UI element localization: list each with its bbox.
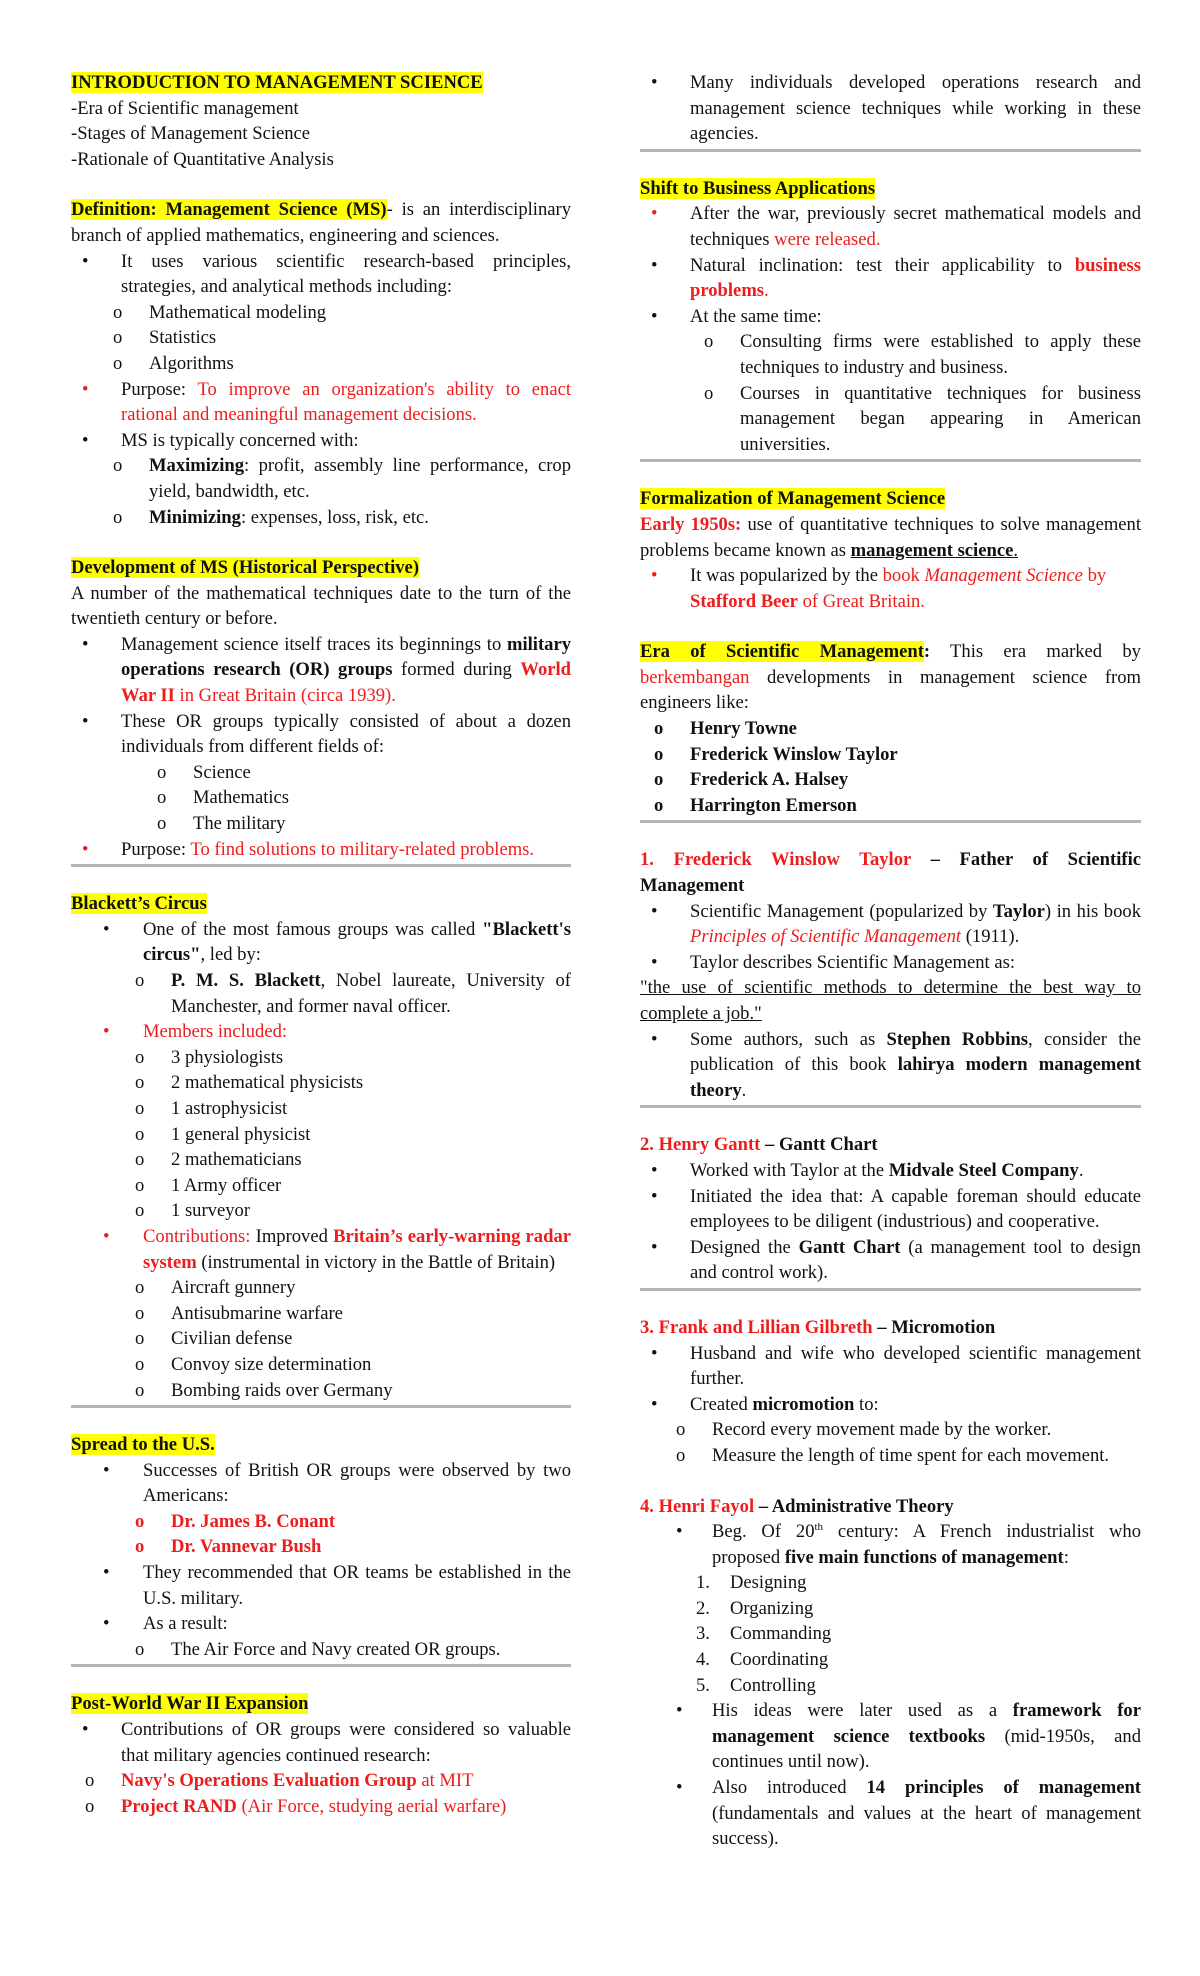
functions-list (640, 1570, 1141, 1698)
section-divider (640, 459, 1141, 462)
list-item: • As a result: (71, 1611, 571, 1637)
section-heading: 4. Henri Fayol – Administrative Theory (640, 1495, 954, 1517)
list-item: • Some authors, such as Stephen Robbins, consider the publication of this book lahirya modern management theory. (640, 1027, 1141, 1104)
gantt-list (640, 1158, 1141, 1286)
list-item: • Natural inclination: test their applicability to business problems. (640, 253, 1141, 304)
list-item: o 1 astrophysicist (71, 1096, 571, 1122)
list-item: o Dr. Vannevar Bush (71, 1534, 571, 1560)
list-item: • One of the most famous groups was called "Blackett's circus", led by: (71, 917, 571, 968)
section-divider (640, 1288, 1141, 1291)
list-item: • Taylor describes Scientific Management as: (640, 950, 1141, 976)
list-item: o 2 mathematical physicists (71, 1070, 571, 1096)
list-item: o Antisubmarine warfare (71, 1301, 571, 1327)
list-item: o Navy's Operations Evaluation Group at MIT (71, 1768, 571, 1794)
section-heading: 3. Frank and Lillian Gilbreth – Micromotion (640, 1316, 996, 1338)
list-item: o Maximizing: profit, assembly line performance, crop yield, bandwidth, etc. (71, 453, 571, 504)
section-divider (640, 149, 1141, 152)
gilbreth-list (640, 1341, 1141, 1469)
section-divider (640, 1105, 1141, 1108)
list-item: 2. Organizing (696, 1597, 814, 1619)
list-item: • Created micromotion to: (640, 1392, 1141, 1418)
list-item: o Statistics (71, 325, 571, 351)
list-item: o Project RAND (Air Force, studying aerial warfare) (71, 1794, 571, 1820)
paragraph: Early 1950s: use of quantitative techniques to solve management problems became known as management science. (640, 513, 1141, 561)
list-item: • Also introduced 14 principles of management (fundamentals and values at the heart of management success). (640, 1775, 1141, 1852)
section-divider (71, 864, 571, 867)
shift-list (640, 201, 1141, 457)
section-divider (640, 820, 1141, 823)
intro-item: -Stages of Management Science (71, 123, 311, 145)
list-item: o Mathematical modeling (71, 300, 571, 326)
list-item: o Mathematics (71, 785, 571, 811)
list-item: • Members included: (71, 1019, 571, 1045)
intro-item: -Era of Scientific management (71, 97, 299, 119)
list-item: o Henry Towne (640, 716, 1141, 742)
right-column (640, 70, 1141, 1852)
list-item: • Contributions of OR groups were considered so valuable that military agencies continued research: (71, 1717, 571, 1768)
list-item: o Science (71, 760, 571, 786)
spread-list (71, 1458, 571, 1663)
fayol-list-2 (640, 1698, 1141, 1852)
fayol-list (640, 1519, 1141, 1570)
section-divider (71, 1405, 571, 1408)
list-item: o Record every movement made by the worker. (640, 1417, 1141, 1443)
list-item: o Aircraft gunnery (71, 1275, 571, 1301)
document-title: INTRODUCTION TO MANAGEMENT SCIENCE (71, 72, 483, 93)
development-list (71, 632, 571, 862)
formalization-list (640, 563, 1141, 614)
list-item: • MS is typically concerned with: (71, 428, 571, 454)
list-item: o Bombing raids over Germany (71, 1378, 571, 1404)
taylor-list (640, 899, 1141, 976)
list-item: o 1 surveyor (71, 1198, 571, 1224)
list-item: • These OR groups typically consisted of about a dozen individuals from different fields of: (71, 709, 571, 760)
list-item: • It was popularized by the book Management Science by Stafford Beer of Great Britain. (640, 563, 1141, 614)
section-heading: Spread to the U.S. (71, 1434, 215, 1456)
intro-item: -Rationale of Quantitative Analysis (71, 148, 334, 170)
section-heading: Development of MS (Historical Perspective) (71, 557, 420, 579)
quote: "the use of scientific methods to determine the best way to complete a job." (640, 977, 1141, 1024)
list-item: o Courses in quantitative techniques for business management began appearing in American universities. (640, 381, 1141, 458)
list-item: • It uses various scientific research-based principles, strategies, and analytical methods including: (71, 249, 571, 300)
list-item: o Civilian defense (71, 1326, 571, 1352)
list-item: 3. Commanding (696, 1623, 832, 1645)
postwar-list (71, 1717, 571, 1819)
list-item: 1. Designing (696, 1572, 807, 1594)
list-item: o 3 physiologists (71, 1045, 571, 1071)
list-item: o Algorithms (71, 351, 571, 377)
list-item: • His ideas were later used as a framework for management science textbooks (mid-1950s, and continues until now). (640, 1698, 1141, 1775)
list-item: 4. Coordinating (696, 1649, 829, 1671)
list-item: o 1 general physicist (71, 1122, 571, 1148)
section-heading: 1. Frederick Winslow Taylor – Father of Scientific Management (640, 849, 1141, 897)
list-item: o Frederick A. Halsey (640, 767, 1141, 793)
list-item: o Measure the length of time spent for each movement. (640, 1443, 1141, 1469)
list-item: • At the same time: (640, 304, 1141, 330)
list-item: o Dr. James B. Conant (71, 1509, 571, 1535)
section-heading: Formalization of Management Science (640, 488, 946, 510)
left-column (71, 70, 571, 1819)
section-heading: 2. Henry Gantt – Gantt Chart (640, 1134, 878, 1156)
engineers-list (640, 716, 1141, 818)
taylor-list-2 (640, 1027, 1141, 1104)
list-item: • Designed the Gantt Chart (a management tool to design and control work). (640, 1235, 1141, 1286)
definition-list (71, 249, 571, 531)
agencies-list (640, 70, 1141, 147)
list-item: 5. Controlling (696, 1674, 816, 1696)
list-item: • Initiated the idea that: A capable foreman should educate employees to be diligent (industrious) and cooperative. (640, 1184, 1141, 1235)
list-item: o 2 mathematicians (71, 1147, 571, 1173)
list-item: o P. M. S. Blackett, Nobel laureate, University of Manchester, and former naval officer. (71, 968, 571, 1019)
list-item: • Management science itself traces its beginnings to military operations research (OR) groups formed during World War II in Great Britain (circa 1939). (71, 632, 571, 709)
list-item: o The Air Force and Navy created OR groups. (71, 1637, 571, 1663)
paragraph: A number of the mathematical techniques date to the turn of the twentieth century or before. (71, 582, 571, 630)
list-item: • They recommended that OR teams be established in the U.S. military. (71, 1560, 571, 1611)
paragraph: Era of Scientific Management: This era marked by berkembangan developments in management science from engineers like: (640, 641, 1141, 714)
list-item: • Many individuals developed operations research and management science techniques while working in these agencies. (640, 70, 1141, 147)
list-item: o Minimizing: expenses, loss, risk, etc. (71, 505, 571, 531)
list-item: • Beg. Of 20th century: A French industrialist who proposed five main functions of management: (640, 1519, 1141, 1570)
section-heading: Post-World War II Expansion (71, 1693, 309, 1715)
list-item: • Scientific Management (popularized by Taylor) in his book Principles of Scientific Management (1911). (640, 899, 1141, 950)
section-heading: Blackett’s Circus (71, 893, 207, 915)
section-heading: Shift to Business Applications (640, 177, 876, 199)
list-item: o Consulting firms were established to apply these techniques to industry and business. (640, 329, 1141, 380)
list-item: • Worked with Taylor at the Midvale Steel Company. (640, 1158, 1141, 1184)
section-divider (71, 1664, 571, 1667)
list-item: o 1 Army officer (71, 1173, 571, 1199)
list-item: • Contributions: Improved Britain’s early-warning radar system (instrumental in victory in the Battle of Britain) (71, 1224, 571, 1275)
list-item: • Purpose: To improve an organization's ability to enact rational and meaningful management decisions. (71, 377, 571, 428)
definition-paragraph: Definition: Management Science (MS)- is an interdisciplinary branch of applied mathematics, engineering and sciences. (71, 199, 572, 246)
list-item: • After the war, previously secret mathematical models and techniques were released. (640, 201, 1141, 252)
list-item: o Convoy size determination (71, 1352, 571, 1378)
blackett-list (71, 917, 571, 1403)
list-item: • Successes of British OR groups were observed by two Americans: (71, 1458, 571, 1509)
list-item: o Harrington Emerson (640, 793, 1141, 819)
list-item: • Husband and wife who developed scientific management further. (640, 1341, 1141, 1392)
list-item: o The military (71, 811, 571, 837)
list-item: • Purpose: To find solutions to military-related problems. (71, 837, 571, 863)
list-item: o Frederick Winslow Taylor (640, 742, 1141, 768)
